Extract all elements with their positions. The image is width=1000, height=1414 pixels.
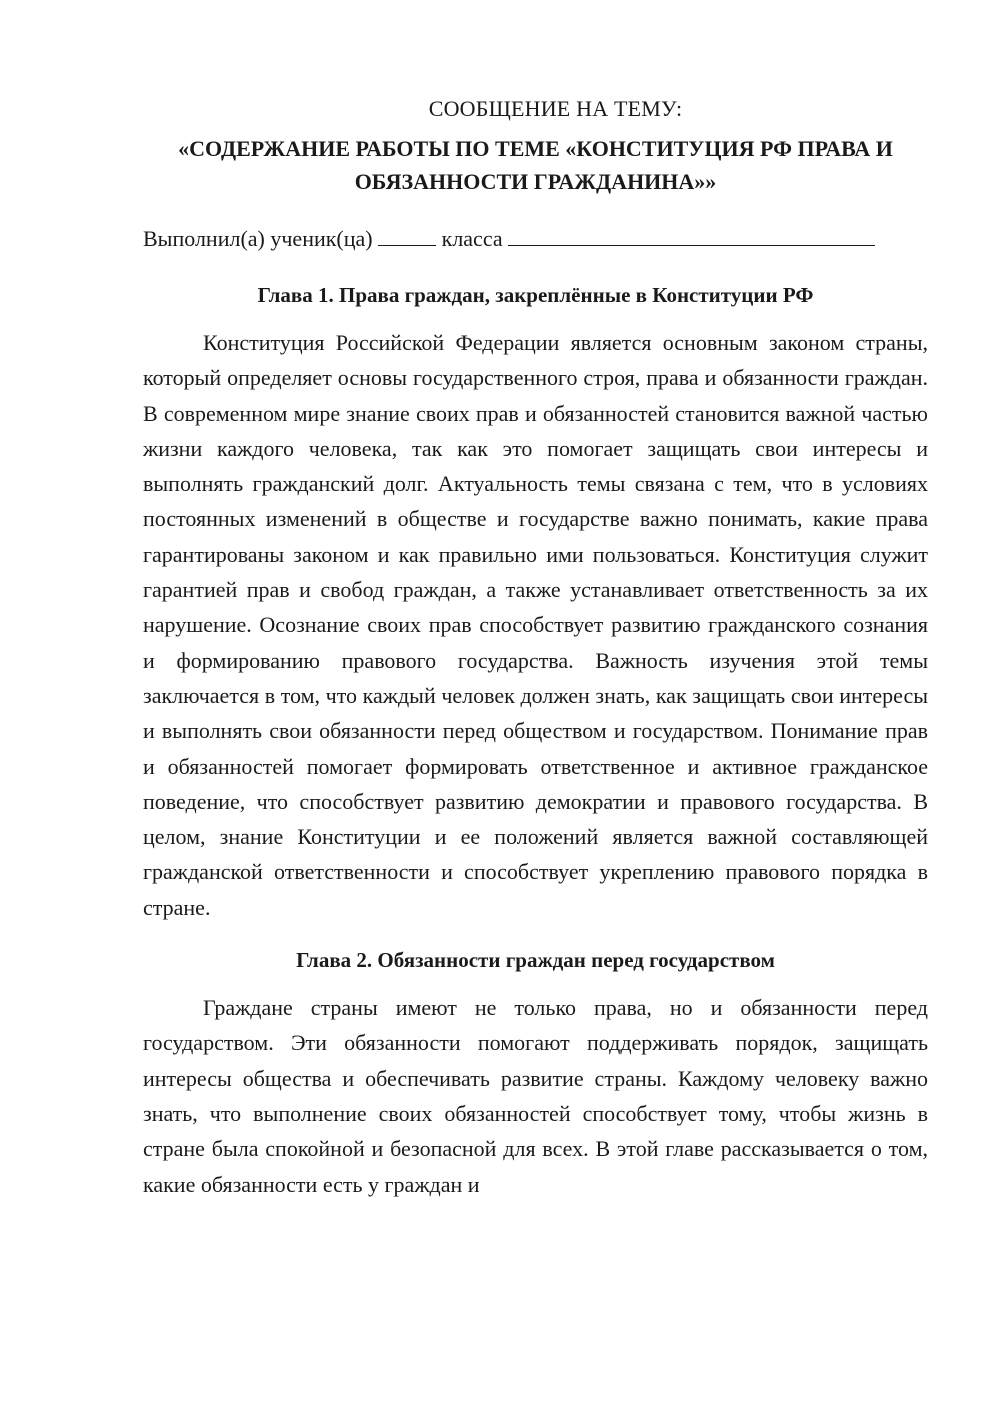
- signature-line: [143, 222, 928, 256]
- document-page: [143, 92, 928, 1202]
- class-blank-field: [378, 223, 436, 246]
- chapter-2-heading: Глава 2. Обязанности граждан перед государством: [296, 948, 775, 973]
- chapter-1-heading: Глава 1. Права граждан, закреплённые в Конституции РФ: [257, 283, 814, 307]
- chapter-2-paragraph: Граждане страны имеют не только права, но и обязанности перед государством. Эти обязанности помогают поддерживать порядок, защищать интересы общества и обеспечивать развитие страны. Каждому человеку важно знать, что выполнение своих обязанностей способствует тому, чтобы жизнь в стране была спокойной и безопасной для всех. В этой главе рассказывается о том, какие обязанности есть у граждан и: [143, 995, 928, 1197]
- name-blank-field: [508, 223, 875, 246]
- document-header: СООБЩЕНИЕ НА ТЕМУ:: [428, 96, 683, 121]
- chapter-1-paragraph: Конституция Российской Федерации является основным законом страны, который определяет основы государственного строя, права и обязанности граждан. В современном мире знание своих прав и обязанностей становится важной частью жизни каждого человека, так как это помогает защищать свои интересы и выполнять гражданский долг. Актуальность темы связана с тем, что в условиях постоянных изменений в обществе и государстве важно понимать, какие права гарантированы законом и как правильно ими пользоваться. Конституция служит гарантией прав и свобод граждан, а также устанавливает ответственность за их нарушение. Осознание своих прав способствует развитию гражданского сознания и формированию правового государства. Важность изучения этой темы заключается в том, что каждый человек должен знать, как защищать свои интересы и выполнять свои обязанности перед обществом и государством. Понимание прав и обязанностей помогает формировать ответственное и активное гражданское поведение, что способствует развитию демократии и правового государства. В целом, знание Конституции и ее положений является важной составляющей гражданской ответственности и способствует укреплению правового порядка в стране.: [143, 330, 928, 920]
- signature-middle: класса: [441, 226, 503, 251]
- signature-prefix: Выполнил(а) ученик(ца): [143, 226, 373, 251]
- document-title: «СОДЕРЖАНИЕ РАБОТЫ ПО ТЕМЕ «КОНСТИТУЦИЯ РФ ПРАВА И ОБЯЗАННОСТИ ГРАЖДАНИНА»»: [178, 136, 893, 194]
